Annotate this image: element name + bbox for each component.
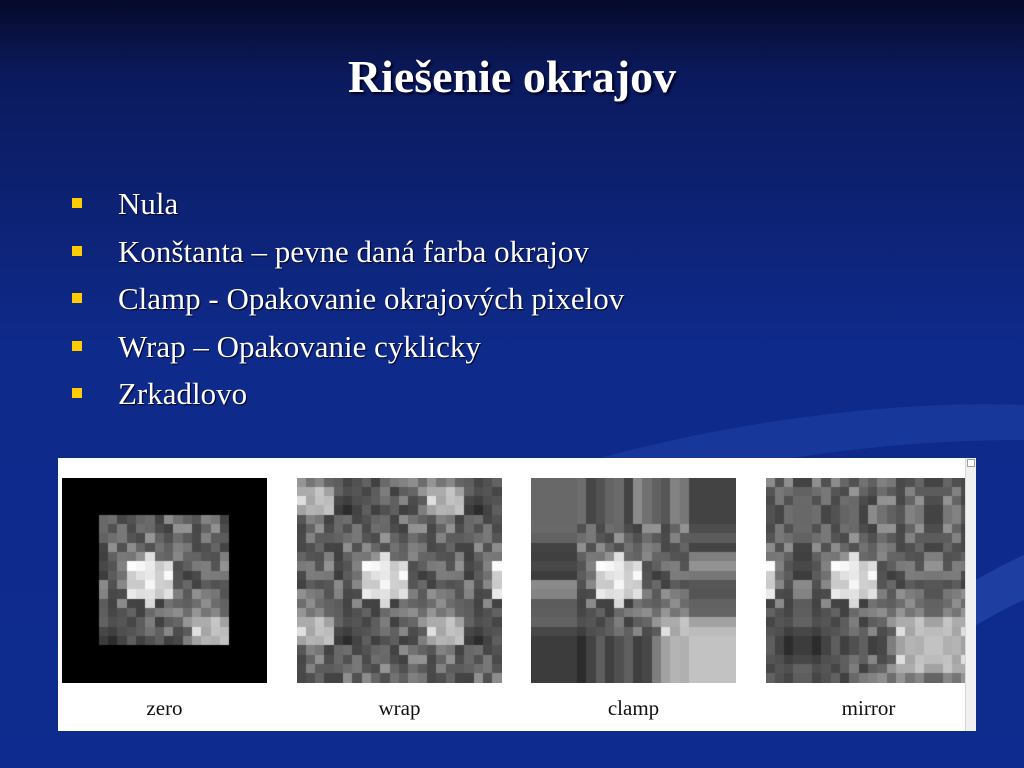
caption-mirror: mirror <box>841 696 896 720</box>
square-bullet-icon <box>72 341 82 351</box>
scrollbar[interactable] <box>965 458 976 731</box>
clamp-padding-image <box>531 478 736 683</box>
bullet-item <box>70 180 624 228</box>
square-bullet-icon <box>72 246 82 256</box>
mirror-padding-image <box>766 478 971 683</box>
zero-padding-image <box>62 478 267 683</box>
bullet-item <box>70 370 624 418</box>
caption-clamp: clamp <box>607 696 660 720</box>
slide-title: Riešenie okrajov <box>347 51 677 102</box>
square-bullet-icon <box>72 388 82 398</box>
bullet-text: Konštanta – pevne daná farba okrajov <box>118 233 589 269</box>
bullet-item <box>70 323 624 371</box>
wrap-padding-image <box>297 478 502 683</box>
scrollbar-thumb[interactable] <box>967 459 975 467</box>
bullet-text: Zrkadlovo <box>118 376 248 411</box>
bullet-list <box>70 180 624 418</box>
square-bullet-icon <box>72 198 82 208</box>
bullet-text: Wrap – Opakovanie cyklicky <box>118 328 481 364</box>
square-bullet-icon <box>72 293 82 303</box>
bullet-text: Clamp - Opakovanie okrajových pixelov <box>118 281 625 316</box>
bullet-item <box>70 228 624 276</box>
caption-wrap: wrap <box>378 696 421 720</box>
bullet-text: Nula <box>118 186 179 221</box>
bullet-item <box>70 275 624 323</box>
caption-zero: zero <box>146 696 183 720</box>
border-modes-figure <box>58 458 976 731</box>
